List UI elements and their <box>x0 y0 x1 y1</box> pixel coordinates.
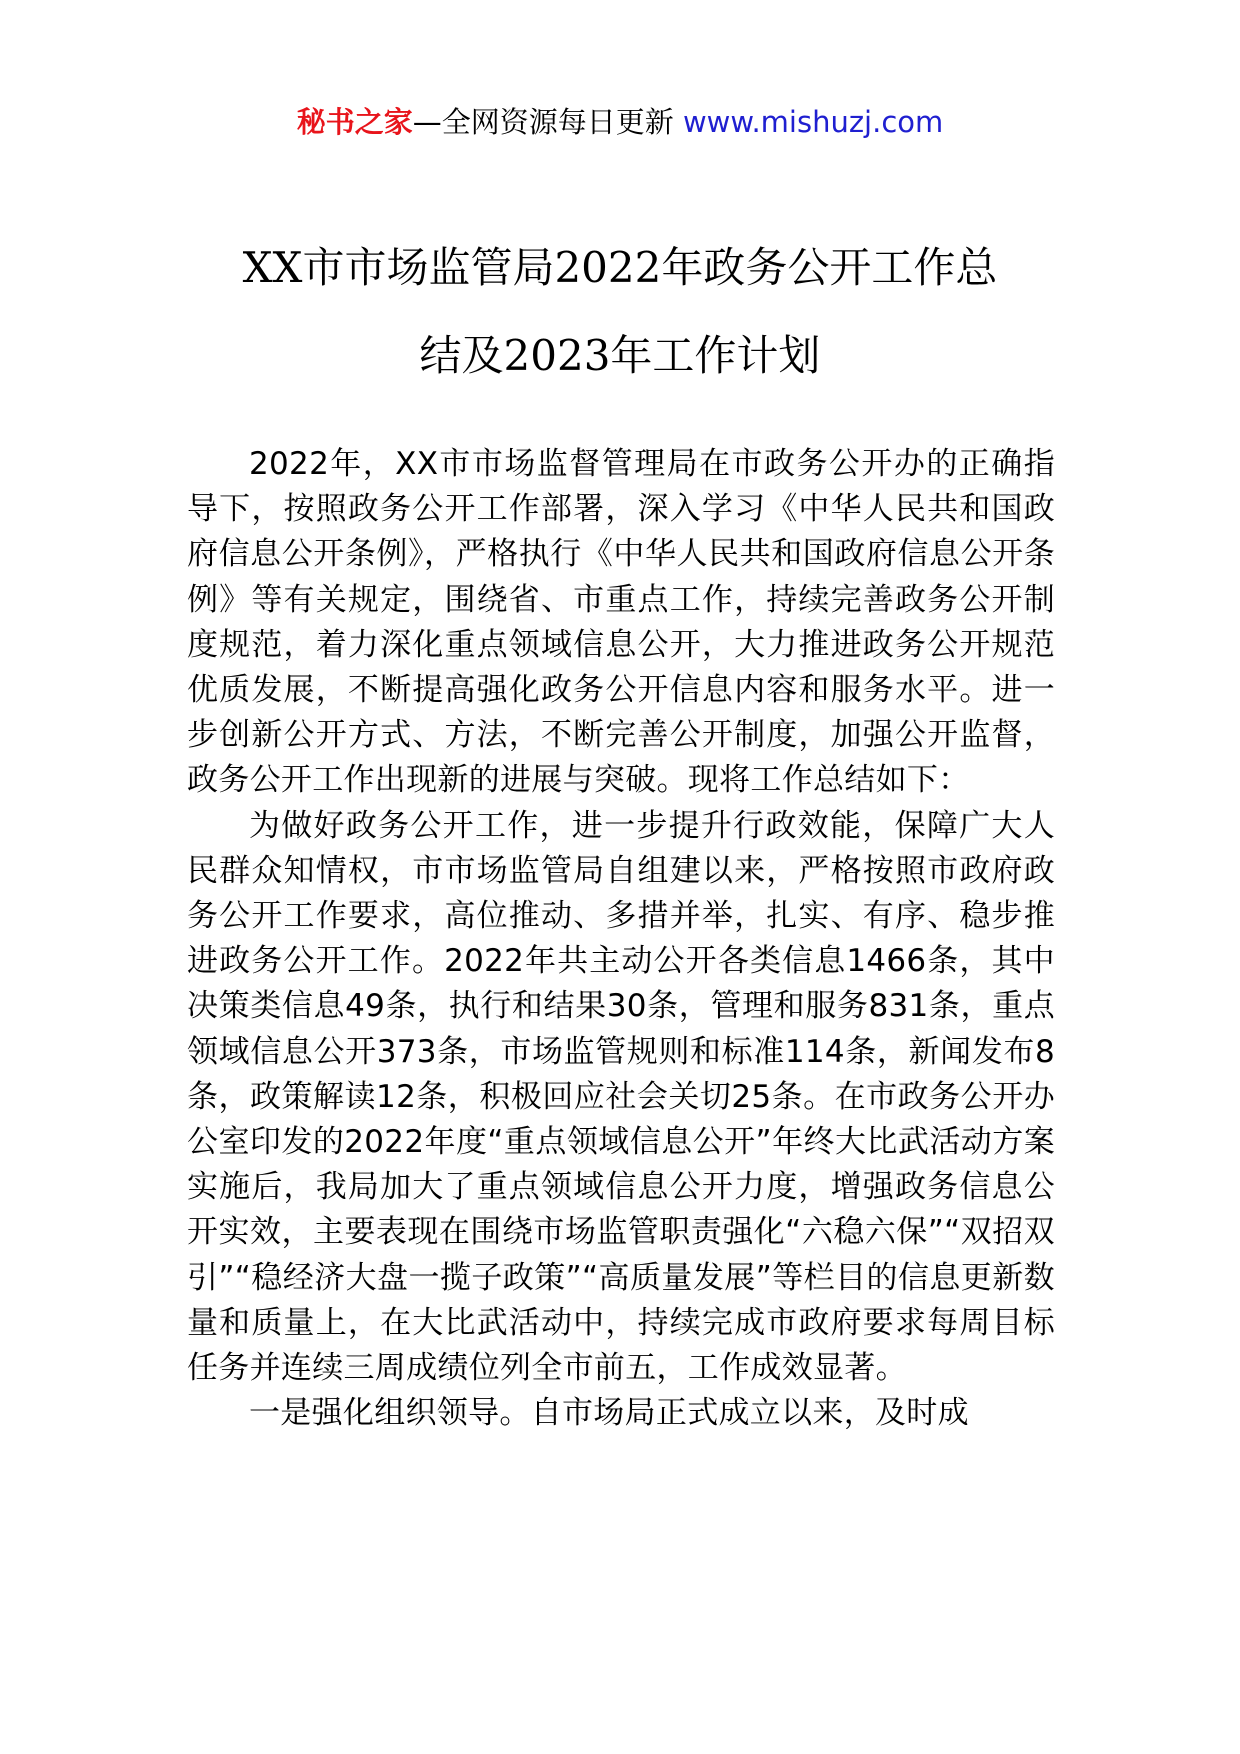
document-title-line-1: XX市市场监管局2022年政务公开工作总 <box>242 243 998 292</box>
header-brand: 秘书之家 <box>296 105 413 139</box>
document-title-line-2: 结及2023年工作计划 <box>419 331 821 380</box>
header-url-link[interactable]: www.mishuzj.com <box>682 105 944 139</box>
body-paragraph-3: 一是强化组织领导。自市场局正式成立以来，及时成 <box>249 1395 969 1432</box>
body-paragraph-2: 为做好政务公开工作，进一步提升行政效能，保障广大人民群众知情权，市市场监管局自组建以来，严格按照市政府政务公开工作要求，高位推动、多措并举，扎实、有序、稳步推进政务公开工作。2022年共主动公开各类信息1466条，其中决策类信息49条，执行和结果30条，管理和服务831条，重点领域信息公开373条，市场监管规则和标准114条，新闻发布8条，政策解读12条，积极回应社会关切25条。在市政务公开办公室印发的2022年度“重点领域信息公开”年终大比武活动方案实施后，我局加大了重点领域信息公开力度，增强政务信息公开实效，主要表现在围绕市场监管职责强化“六稳六保”“双招双引”“稳经济大盘一揽子政策”“高质量发展”等栏目的信息更新数量和质量上，在大比武活动中，持续完成市政府要求每周目标任务并连续三周成绩位列全市前五，工作成效显著。 <box>187 807 1055 1387</box>
body-paragraph-1: 2022年，XX市市场监督管理局在市政务公开办的正确指导下，按照政务公开工作部署，深入学习《中华人民共和国政府信息公开条例》，严格执行《中华人民共和国政府信息公开条例》等有关规定，围绕省、市重点工作，持续完善政务公开制度规范，着力深化重点领域信息公开，大力推进政务公开规范优质发展，不断提高强化政务公开信息内容和服务水平。进一步创新公开方式、方法，不断完善公开制度，加强公开监督，政务公开工作出现新的进展与突破。现将工作总结如下： <box>187 446 1055 799</box>
document-body <box>187 442 1055 1436</box>
site-header <box>0 102 1240 142</box>
header-slogan: —全网资源每日更新 <box>412 105 674 139</box>
